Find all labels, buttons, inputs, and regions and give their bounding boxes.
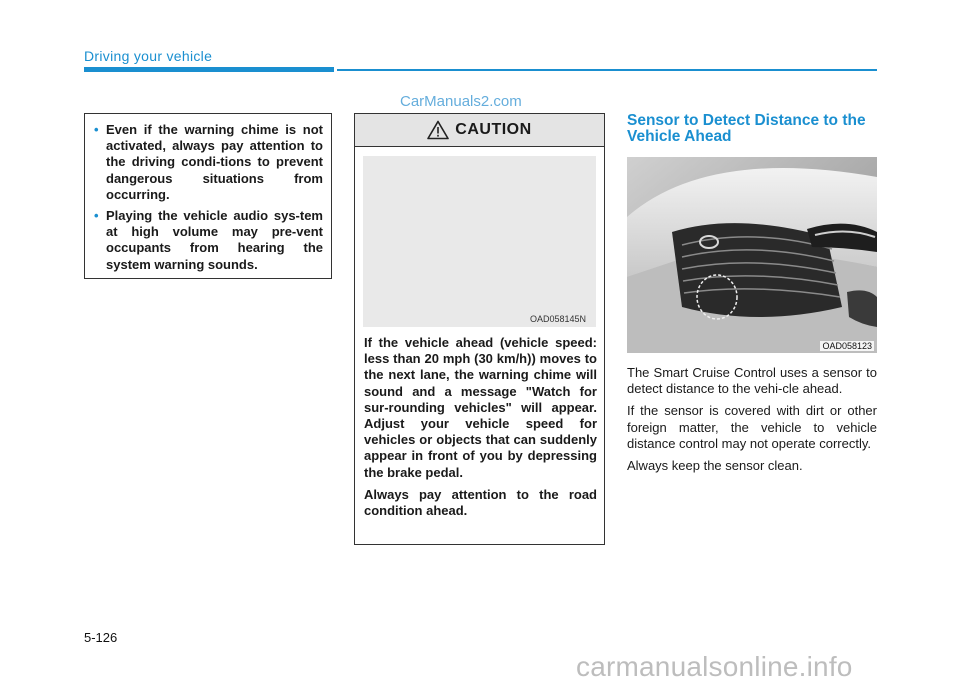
list-item: • Playing the vehicle audio sys-tem at high volume may pre-vent occupants from hearing the system warning sounds. bbox=[94, 208, 323, 272]
bullet-icon: • bbox=[94, 122, 99, 137]
section-heading: Sensor to Detect Distance to the Vehicle Ahead bbox=[627, 112, 866, 145]
header-rule bbox=[337, 69, 877, 71]
caution-box bbox=[354, 113, 605, 545]
header-bar bbox=[84, 67, 334, 72]
paragraph: If the sensor is covered with dirt or other foreign matter, the vehicle to vehicle distance control may not operate correctly. bbox=[627, 403, 877, 451]
list-item: • Even if the warning chime is not activated, always pay attention to the driving condi-tions to prevent dangerous situations from occurring. bbox=[94, 122, 323, 202]
paragraph: Always keep the sensor clean. bbox=[627, 458, 803, 474]
paragraph: The Smart Cruise Control uses a sensor to detect distance to the vehi-cle ahead. bbox=[627, 365, 877, 397]
caution-figure bbox=[363, 156, 596, 327]
warning-bullet-box bbox=[84, 113, 332, 279]
sensor-section bbox=[627, 112, 877, 474]
caution-paragraph: Always pay attention to the road condition ahead. bbox=[364, 486, 597, 519]
bullet-icon: • bbox=[94, 208, 99, 224]
page-number: 5-126 bbox=[84, 630, 118, 645]
caution-text bbox=[364, 335, 597, 525]
section-title: Driving your vehicle bbox=[84, 48, 213, 64]
caution-paragraph: If the vehicle ahead (vehicle speed: less than 20 mph (30 km/h)) moves to the next lane, the warning chime will sound and a message "Watch for sur-rounding vehicles" will appear. Adjust your vehicle speed for vehicles or objects that can suddenly appear in front of you by depressing the brake pedal. bbox=[364, 335, 597, 480]
watermark-bottom: carmanualsonline.info bbox=[576, 651, 853, 682]
figure-code: OAD058145N bbox=[529, 314, 586, 324]
caution-header bbox=[355, 114, 604, 147]
watermark-top: CarManuals2.com bbox=[400, 93, 522, 110]
sensor-photo bbox=[627, 157, 877, 353]
photo-code: OAD058123 bbox=[822, 341, 872, 351]
warning-triangle-icon bbox=[427, 120, 449, 140]
body-text bbox=[627, 365, 877, 480]
caution-title: CAUTION bbox=[455, 121, 532, 138]
car-front-illustration bbox=[627, 157, 877, 353]
